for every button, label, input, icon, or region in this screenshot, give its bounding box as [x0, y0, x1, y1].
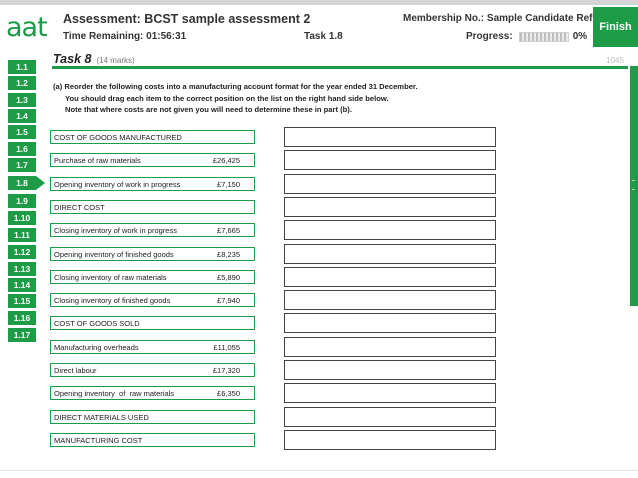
drop-slot[interactable]	[284, 197, 496, 217]
draggable-cost-item[interactable]	[50, 130, 255, 144]
cost-item-label: Opening inventory of finished goods	[54, 249, 174, 259]
instructions	[53, 81, 418, 116]
cost-item-label: DIRECT MATERIALS USED	[54, 412, 149, 422]
drop-slot[interactable]	[284, 127, 496, 147]
cost-item-amount: £7,940	[217, 295, 240, 305]
instruction-line: (a) Reorder the following costs into a manufacturing account format for the year ended 31 December.	[53, 82, 418, 91]
nav-item-1-6[interactable]: 1.6	[8, 142, 36, 156]
nav-item-1-9[interactable]: 1.9	[8, 194, 36, 208]
finish-button[interactable]: Finish	[593, 7, 638, 47]
drop-slot[interactable]	[284, 360, 496, 380]
top-border	[0, 0, 638, 5]
task-indicator: Task 1.8	[304, 31, 343, 42]
cost-item-label: Manufacturing overheads	[54, 342, 139, 352]
drop-slot[interactable]	[284, 220, 496, 240]
nav-item-1-15[interactable]: 1.15	[8, 294, 36, 308]
nav-item-1-7[interactable]: 1.7	[8, 158, 36, 172]
nav-item-1-5[interactable]: 1.5	[8, 125, 36, 139]
nav-item-1-11[interactable]: 1.11	[8, 228, 36, 242]
svg-text:aat: aat	[6, 12, 47, 42]
draggable-cost-item[interactable]	[50, 386, 255, 400]
cost-item-label: Closing inventory of finished goods	[54, 295, 171, 305]
cost-item-amount: £17,320	[212, 365, 240, 375]
progress-bar	[519, 32, 569, 42]
cost-item-label: Purchase of raw materials	[54, 155, 141, 165]
draggable-cost-item[interactable]	[50, 433, 255, 447]
nav-item-1-17[interactable]: 1.17	[8, 328, 36, 342]
drop-slot[interactable]	[284, 244, 496, 264]
progress-label: Progress:	[466, 31, 513, 42]
draggable-cost-item[interactable]	[50, 247, 255, 261]
nav-item-1-14[interactable]: 1.14	[8, 278, 36, 292]
cost-item-amount: £6,350	[217, 388, 240, 398]
time-remaining: Time Remaining: 01:56:31	[63, 31, 187, 42]
task-marks: (14 marks)	[96, 56, 135, 65]
cost-item-label: Opening inventory of raw materials	[54, 388, 175, 398]
cost-item-amount: £26,425	[212, 155, 240, 165]
footer-divider	[0, 470, 638, 471]
cost-item-label: MANUFACTURING COST	[54, 435, 143, 445]
drop-slot[interactable]	[284, 407, 496, 427]
progress-value: 0%	[572, 31, 588, 42]
cost-item-amount: £8,235	[217, 249, 240, 259]
cost-item-label: COST OF GOODS MANUFACTURED	[54, 132, 182, 142]
cost-item-amount: £5,890	[217, 272, 240, 282]
cost-item-label: Closing inventory of raw materials	[54, 272, 167, 282]
drop-slot[interactable]	[284, 150, 496, 170]
task-title: Task 8	[53, 52, 92, 66]
question-id: 1045	[606, 56, 624, 65]
draggable-cost-item[interactable]	[50, 363, 255, 377]
nav-item-1-13[interactable]: 1.13	[8, 262, 36, 276]
draggable-cost-item[interactable]	[50, 293, 255, 307]
nav-item-1-2[interactable]: 1.2	[8, 76, 36, 90]
drop-slot[interactable]	[284, 290, 496, 310]
cost-item-label: Direct labour	[54, 365, 97, 375]
draggable-cost-item[interactable]	[50, 316, 255, 330]
instruction-line: You should drag each item to the correct position on the list on the right hand side below.	[65, 93, 389, 103]
draggable-cost-item[interactable]	[50, 410, 255, 424]
assessment-title: Assessment: BCST sample assessment 2	[63, 12, 311, 26]
nav-item-1-8[interactable]: 1.8	[8, 176, 36, 190]
task-heading	[53, 52, 135, 66]
cost-item-label: Closing inventory of work in progress	[54, 225, 177, 235]
drop-slot[interactable]	[284, 383, 496, 403]
drop-slot[interactable]	[284, 267, 496, 287]
drop-slot[interactable]	[284, 174, 496, 194]
cost-item-label: DIRECT COST	[54, 202, 105, 212]
drop-slot[interactable]	[284, 313, 496, 333]
cost-item-amount: £11,055	[213, 342, 240, 352]
draggable-cost-item[interactable]	[50, 177, 255, 191]
membership-number: Membership No.: Sample Candidate Ref	[403, 13, 593, 24]
scroll-grip-icon	[632, 180, 635, 190]
nav-item-1-1[interactable]: 1.1	[8, 60, 36, 74]
draggable-cost-item[interactable]	[50, 200, 255, 214]
draggable-cost-item[interactable]	[50, 153, 255, 167]
aat-logo	[6, 10, 54, 42]
draggable-cost-item[interactable]	[50, 340, 255, 354]
cost-item-label: Opening inventory of work in progress	[54, 179, 181, 189]
cost-item-label: COST OF GOODS SOLD	[54, 318, 140, 328]
header-divider	[52, 66, 628, 69]
nav-item-1-16[interactable]: 1.16	[8, 311, 36, 325]
nav-item-1-4[interactable]: 1.4	[8, 109, 36, 123]
cost-item-amount: £7,665	[217, 225, 240, 235]
nav-item-1-12[interactable]: 1.12	[8, 245, 36, 259]
drop-slot[interactable]	[284, 430, 496, 450]
drop-slot[interactable]	[284, 337, 496, 357]
nav-item-1-3[interactable]: 1.3	[8, 93, 36, 107]
draggable-cost-item[interactable]	[50, 223, 255, 237]
progress	[466, 31, 587, 42]
instruction-line: Note that where costs are not given you will need to determine these in part (b).	[65, 105, 352, 114]
cost-item-amount: £7,150	[217, 179, 240, 189]
draggable-cost-item[interactable]	[50, 270, 255, 284]
nav-item-1-10[interactable]: 1.10	[8, 211, 36, 225]
